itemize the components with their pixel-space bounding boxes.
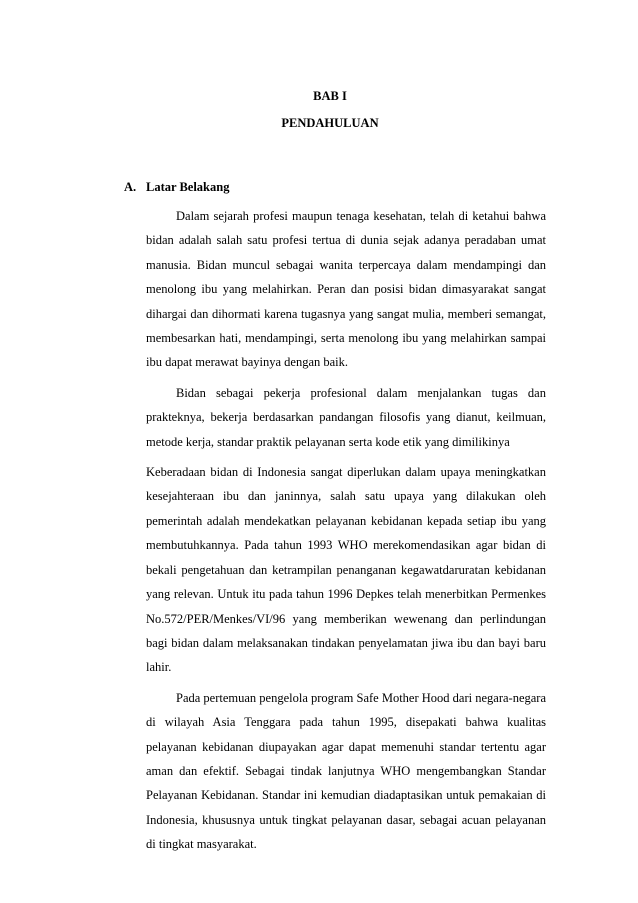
section-marker: A. — [124, 180, 137, 194]
chapter-title: PENDAHULUAN — [281, 116, 379, 130]
section-heading — [124, 180, 229, 194]
body-text — [146, 204, 546, 863]
paragraph-2: Bidan sebagai pekerja profesional dalam menjalankan tugas dan prakteknya, bekerja berdasarkan pandangan filosofis yang dianut, keilmuan, metode kerja, standar praktik pelayanan serta kode etik yang dimilikinya — [146, 385, 546, 449]
paragraph-4: Pada pertemuan pengelola program Safe Mother Hood dari negara-negara di wilayah Asia Tenggara pada tahun 1995, disepakati bahwa kualitas pelayanan kebidanan diupayakan agar dapat memenuhi standar tertentu agar aman dan efektif. Sebagai tindak lanjutnya WHO mengembangkan Standar Pelayanan Kebidanan. Standar ini kemudian diadaptasikan untuk pemakaian di Indonesia, khususnya untuk tingkat pelayanan dasar, sebagai acuan pelayanan di tingkat masyarakat. — [146, 690, 546, 852]
paragraph-3: Keberadaan bidan di Indonesia sangat diperlukan dalam upaya meningkatkan kesejahteraan ibu dan janinnya, salah satu upaya yang dilakukan oleh pemerintah adalah mendekatkan pelayanan kebidanan kepada setiap ibu yang membutuhkannya. Pada tahun 1993 WHO merekomendasikan agar bidan di bekali pengetahuan dan ketrampilan penanganan kegawatdaruratan kebidanan yang relevan. Untuk itu pada tahun 1996 Depkes telah menerbitkan Permenkes No.572/PER/Menkes/VI/96 yang memberikan wewenang dan perlindungan bagi bidan dalam melaksanakan tindakan penyelamatan jiwa ibu dan bayi baru lahir. — [146, 465, 546, 675]
chapter-number: BAB I — [313, 89, 347, 103]
paragraph-1: Dalam sejarah profesi maupun tenaga kesehatan, telah di ketahui bahwa bidan adalah salah satu profesi tertua di dunia sejak adanya peradaban umat manusia. Bidan muncul sebagai wanita terpercaya dalam mendampingi dan menolong ibu yang melahirkan. Peran dan posisi bidan dimasyarakat sangat dihargai dan dihormati karena tugasnya yang sangat mulia, memberi semangat, membesarkan hati, mendampingi, serta menolong ibu yang melahirkan sampai ibu dapat merawat bayinya dengan baik. — [146, 209, 546, 370]
section-title: Latar Belakang — [146, 180, 230, 194]
